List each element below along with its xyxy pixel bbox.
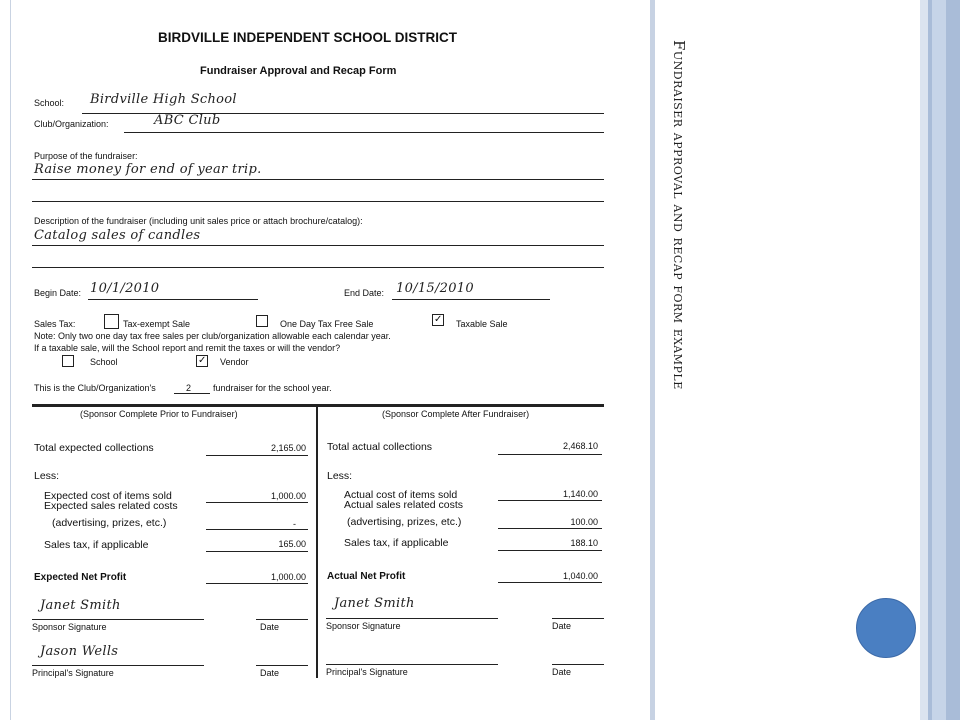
sponsor-signature-label: Sponsor Signature bbox=[326, 621, 401, 631]
actual-tax-label: Sales tax, if applicable bbox=[344, 537, 449, 549]
end-date-value: 10/15/2010 bbox=[396, 281, 474, 296]
value-line bbox=[206, 583, 308, 584]
vendor-option-label: Vendor bbox=[220, 357, 249, 367]
purpose-value: Raise money for end of year trip. bbox=[34, 162, 262, 177]
fundraiser-count-suffix: fundraiser for the school year. bbox=[213, 383, 332, 393]
date-label: Date bbox=[260, 622, 280, 632]
right-border-strip bbox=[946, 0, 960, 720]
expected-related-sub: (advertising, prizes, etc.) bbox=[52, 517, 167, 529]
sales-tax-label: Sales Tax: bbox=[34, 319, 76, 329]
actual-collections-label: Total actual collections bbox=[327, 441, 433, 453]
note-line-2: If a taxable sale, will the School report and remit the taxes or will the vendor? bbox=[34, 343, 341, 353]
one-day-label: One Day Tax Free Sale bbox=[280, 319, 374, 329]
principal-signature-label: Principal's Signature bbox=[326, 667, 408, 677]
actual-net-value: 1,040.00 bbox=[562, 571, 598, 581]
actual-net-label: Actual Net Profit bbox=[327, 571, 406, 582]
taxable-checkbox[interactable] bbox=[432, 314, 444, 326]
expected-collections-value: 2,165.00 bbox=[270, 443, 306, 453]
begin-date-label: Begin Date: bbox=[34, 288, 82, 298]
value-line bbox=[206, 551, 308, 552]
description-line-2 bbox=[32, 267, 604, 268]
left-header: (Sponsor Complete Prior to Fundraiser) bbox=[80, 409, 238, 419]
tax-exempt-label: Tax-exempt Sale bbox=[123, 319, 191, 329]
sponsor-signature-left: Janet Smith bbox=[40, 598, 121, 613]
section-top-rule bbox=[32, 404, 604, 407]
actual-related-sub: (advertising, prizes, etc.) bbox=[347, 516, 462, 528]
fundraiser-form bbox=[24, 24, 616, 696]
purpose-label: Purpose of the fundraiser: bbox=[34, 151, 138, 161]
actual-cost-value: 1,140.00 bbox=[562, 489, 598, 499]
school-value: Birdville High School bbox=[90, 92, 237, 107]
section-divider bbox=[316, 406, 318, 678]
school-option-checkbox[interactable] bbox=[62, 355, 74, 367]
sponsor-signature-label: Sponsor Signature bbox=[32, 622, 107, 632]
tax-exempt-checkbox[interactable] bbox=[104, 314, 119, 329]
signature-line bbox=[32, 619, 204, 620]
sponsor-signature-right: Janet Smith bbox=[334, 596, 415, 611]
club-line bbox=[124, 132, 604, 133]
less-label: Less: bbox=[327, 470, 353, 482]
expected-tax-value: 165.00 bbox=[278, 539, 306, 549]
check-mark-icon: ✓ bbox=[198, 355, 207, 366]
begin-date-line bbox=[88, 299, 258, 300]
purpose-line-2 bbox=[32, 201, 604, 202]
value-line bbox=[498, 550, 602, 551]
expected-net-value: 1,000.00 bbox=[270, 572, 306, 582]
note-line-1: Note: Only two one day tax free sales per club/organization allowable each calendar year. bbox=[34, 331, 391, 341]
actual-related-label: Actual sales related costs bbox=[344, 499, 464, 511]
signature-line bbox=[32, 665, 204, 666]
actual-collections-value: 2,468.10 bbox=[562, 441, 598, 451]
actual-cost-label: Actual cost of items sold bbox=[344, 489, 458, 501]
signature-line bbox=[326, 618, 498, 619]
one-day-checkbox[interactable] bbox=[256, 315, 268, 327]
school-option-label: School bbox=[90, 357, 118, 367]
date-label: Date bbox=[552, 667, 572, 677]
principal-signature-label: Principal's Signature bbox=[32, 668, 114, 678]
school-label: School: bbox=[34, 98, 65, 108]
value-line bbox=[498, 528, 602, 529]
district-heading: BIRDVILLE INDEPENDENT SCHOOL DISTRICT bbox=[158, 30, 458, 45]
end-date-label: End Date: bbox=[344, 288, 385, 298]
fundraiser-count-prefix: This is the Club/Organization's bbox=[34, 383, 156, 393]
begin-date-value: 10/1/2010 bbox=[90, 281, 160, 296]
taxable-label: Taxable Sale bbox=[456, 319, 508, 329]
expected-net-label: Expected Net Profit bbox=[34, 572, 127, 583]
form-title: Fundraiser Approval and Recap Form bbox=[200, 65, 397, 77]
value-line bbox=[498, 454, 602, 455]
check-mark-icon: ✓ bbox=[434, 314, 443, 325]
actual-related-value: 100.00 bbox=[570, 517, 598, 527]
fundraiser-count-line bbox=[174, 393, 210, 394]
description-value: Catalog sales of candles bbox=[34, 228, 201, 243]
date-label: Date bbox=[552, 621, 572, 631]
date-line bbox=[256, 665, 308, 666]
value-line bbox=[206, 529, 308, 530]
date-line bbox=[256, 619, 308, 620]
expected-tax-label: Sales tax, if applicable bbox=[44, 539, 149, 551]
description-line bbox=[32, 245, 604, 246]
slide-title: Fundraiser approval and recap form example bbox=[670, 40, 688, 390]
expected-collections-label: Total expected collections bbox=[34, 442, 154, 454]
date-line bbox=[552, 664, 604, 665]
end-date-line bbox=[392, 299, 550, 300]
expected-cost-label: Expected cost of items sold bbox=[44, 490, 172, 502]
accent-circle bbox=[856, 598, 916, 658]
vendor-option-checkbox[interactable] bbox=[196, 355, 208, 367]
date-line bbox=[552, 618, 604, 619]
actual-tax-value: 188.10 bbox=[570, 538, 598, 548]
expected-related-label: Expected sales related costs bbox=[44, 500, 178, 512]
value-line bbox=[498, 582, 602, 583]
value-line bbox=[498, 500, 602, 501]
date-label: Date bbox=[260, 668, 280, 678]
description-label: Description of the fundraiser (including unit sales price or attach brochure/catalog): bbox=[34, 216, 363, 226]
purpose-line bbox=[32, 179, 604, 180]
value-line bbox=[206, 455, 308, 456]
signature-line bbox=[326, 664, 498, 665]
club-value: ABC Club bbox=[154, 113, 221, 128]
less-label: Less: bbox=[34, 470, 60, 482]
value-line bbox=[206, 502, 308, 503]
right-border-strip bbox=[932, 0, 946, 720]
fundraiser-count-value: 2 bbox=[186, 383, 192, 393]
right-header: (Sponsor Complete After Fundraiser) bbox=[382, 409, 530, 419]
expected-related-value: - bbox=[293, 519, 296, 529]
expected-cost-value: 1,000.00 bbox=[270, 491, 306, 501]
club-label: Club/Organization: bbox=[34, 119, 109, 129]
principal-signature: Jason Wells bbox=[40, 644, 119, 659]
right-border-strip bbox=[920, 0, 928, 720]
